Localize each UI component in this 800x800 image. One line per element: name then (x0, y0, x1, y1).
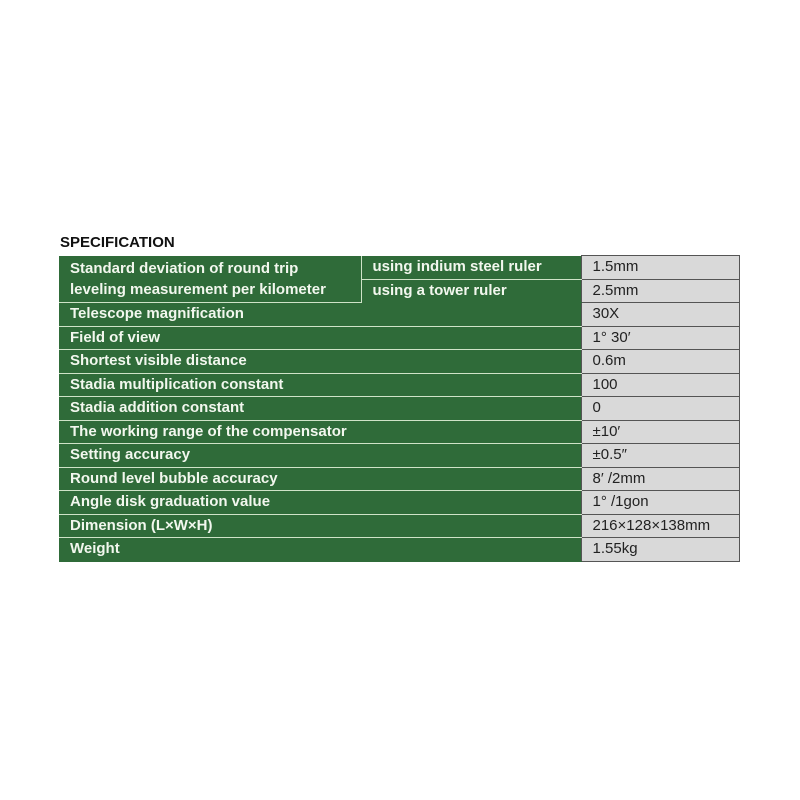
row-value: 2.5mm (581, 279, 739, 303)
row-value: ±10′ (581, 420, 739, 444)
row-label: Stadia addition constant (59, 397, 581, 421)
label-line-1: Standard deviation of round trip (70, 259, 299, 277)
table-row (59, 397, 739, 421)
label-line-2: leveling measurement per kilometer (70, 280, 326, 298)
row-value: 1.5mm (581, 256, 739, 280)
row-value: 0.6m (581, 350, 739, 374)
row-value: 0 (581, 397, 739, 421)
row-value: 8′ /2mm (581, 467, 739, 491)
row-value: ±0.5″ (581, 444, 739, 468)
table-row (59, 420, 739, 444)
spec-title: SPECIFICATION (60, 234, 175, 251)
row-label: Weight (59, 538, 581, 562)
table-row (59, 350, 739, 374)
row-label: Stadia multiplication constant (59, 373, 581, 397)
table-row (59, 491, 739, 515)
table-row (59, 326, 739, 350)
row-value: 216×128×138mm (581, 514, 739, 538)
row-value: 100 (581, 373, 739, 397)
row-label: Setting accuracy (59, 444, 581, 468)
table-row (59, 514, 739, 538)
table-row (59, 256, 739, 280)
row-label: Dimension (L×W×H) (59, 514, 581, 538)
row-label (59, 256, 361, 303)
table-row (59, 444, 739, 468)
spec-table (59, 255, 740, 562)
table-row (59, 373, 739, 397)
sub-label: using a tower ruler (361, 279, 581, 303)
sub-label: using indium steel ruler (361, 256, 581, 280)
table-row (59, 303, 739, 327)
row-value: 30X (581, 303, 739, 327)
row-label: Round level bubble accuracy (59, 467, 581, 491)
row-label: Angle disk graduation value (59, 491, 581, 515)
row-label: Field of view (59, 326, 581, 350)
table-row (59, 538, 739, 562)
table-row (59, 467, 739, 491)
row-label: Telescope magnification (59, 303, 581, 327)
row-value: 1.55kg (581, 538, 739, 562)
row-value: 1° 30′ (581, 326, 739, 350)
row-value: 1° /1gon (581, 491, 739, 515)
row-label: Shortest visible distance (59, 350, 581, 374)
row-label: The working range of the compensator (59, 420, 581, 444)
